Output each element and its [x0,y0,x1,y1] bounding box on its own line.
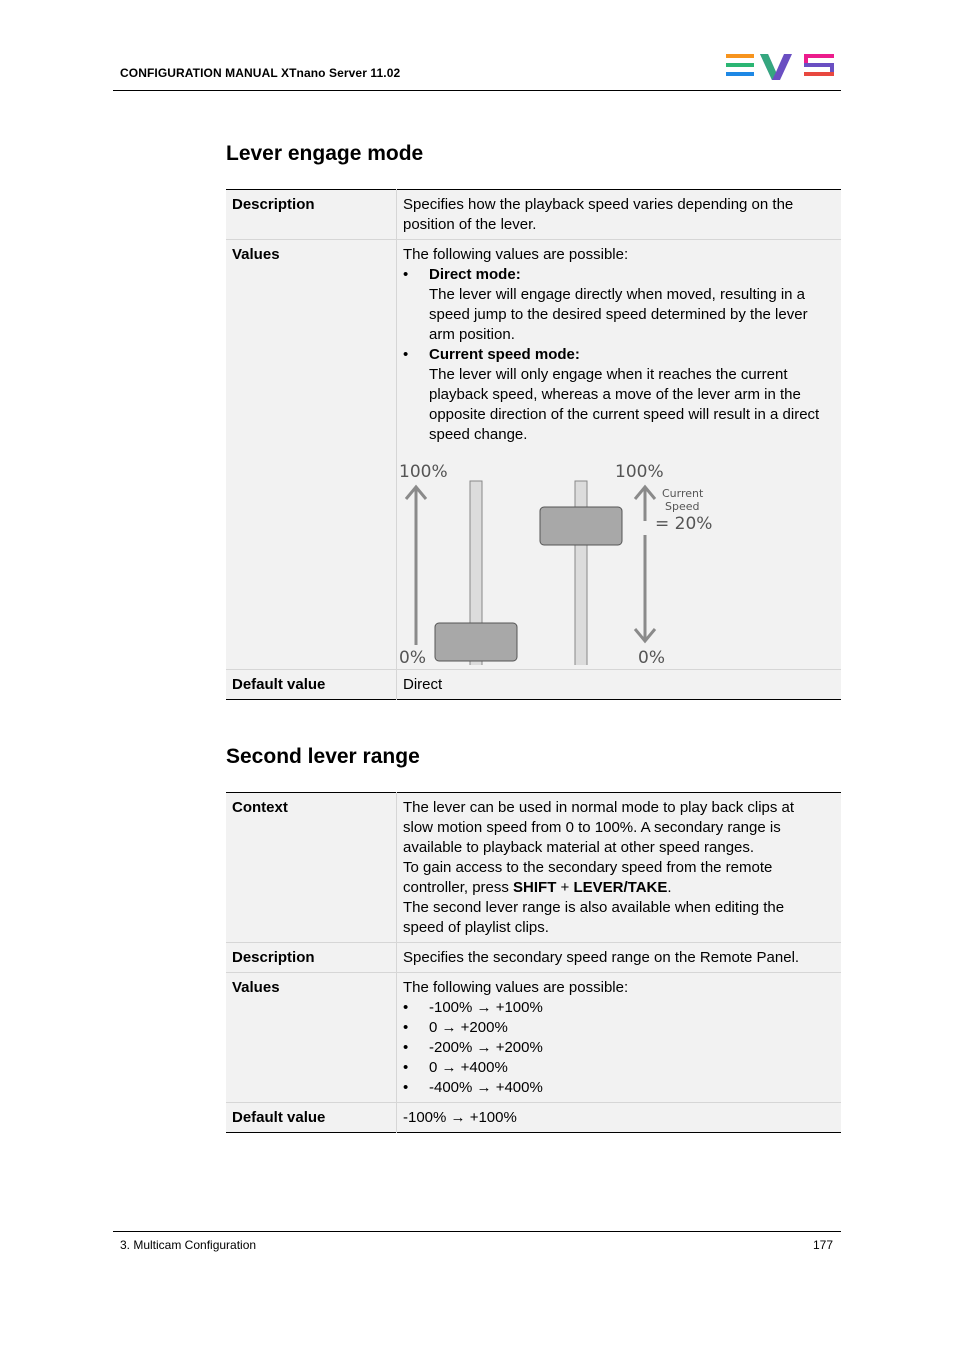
footer-rule [113,1231,841,1232]
context-line: To gain access to the secondary speed from the remote [403,859,773,876]
direct-mode-text: speed jump to the desired speed determined by the lever [429,306,808,323]
section-heading-lever-engage: Lever engage mode [226,142,424,165]
default-value: Direct [397,670,842,700]
default-row [226,1103,841,1133]
default-value: -100% → +100% [397,1103,842,1133]
speed-label: Speed [665,500,700,513]
direct-mode-title: • Direct mode: [429,266,521,283]
current-speed-mode-text: The lever will only engage when it reaches the current [429,366,788,383]
default-row [226,670,841,700]
context-line: The lever can be used in normal mode to play back clips at [403,799,795,816]
description-value: Specifies the secondary speed range on the Remote Panel. [397,943,842,973]
description-row [226,190,841,240]
values-list [403,998,835,1098]
context-line: slow motion speed from 0 to 100%. A secondary range is [403,819,781,836]
lever-take-key-text: LEVER/TAKE [573,879,668,896]
values-intro: The following values are possible: [403,246,629,263]
description-key: Description [226,943,397,973]
list-item: • -200% → +200% [403,1038,835,1058]
description-key: Description [226,190,397,240]
values-key: Values [226,240,397,670]
current-speed-mode-text: playback speed, whereas a move of the lever arm in the [429,386,801,403]
list-item: • 0 → +200% [403,1018,835,1038]
default-key: Default value [226,670,397,700]
values-row [226,973,841,1103]
list-item: • 0 → +400% [403,1058,835,1078]
direct-mode-text: arm position. [429,326,515,343]
left-bottom-label: 0% [399,648,426,665]
right-lever-handle [540,507,622,545]
current-speed-value: = 20% [655,514,713,534]
values-list [403,265,835,445]
lever-diagram [399,457,729,665]
direct-mode-text: The lever will engage directly when moved, resulting in a [429,286,806,303]
left-top-label: 100% [399,462,448,482]
header-title: CONFIGURATION MANUAL XTnano Server 11.02 [120,66,401,80]
context-text: controller, press [403,879,514,896]
list-item-direct-mode [403,265,835,345]
values-intro: The following values are possible: [403,979,629,996]
right-bottom-label: 0% [638,648,665,665]
description-line: Specifies how the playback speed varies depending on the [403,196,794,213]
context-line: The second lever range is also available when editing the [403,899,785,916]
description-line: position of the lever. [403,216,537,233]
right-top-label: 100% [615,462,664,482]
description-value [397,190,842,240]
list-item: • -100% → +100% [403,998,835,1018]
footer-chapter: 3. Multicam Configuration [120,1238,257,1252]
list-item-current-speed-mode [403,345,835,445]
context-line [403,878,835,898]
left-lever-handle [435,623,517,661]
context-key: Context [226,793,397,943]
list-item: • -400% → +400% [403,1078,835,1098]
context-line: available to playback material at other speed ranges. [403,839,755,856]
context-value [397,793,842,943]
lever-engage-table [226,189,841,700]
current-speed-mode-text: speed change. [429,426,528,443]
period-text: . [667,879,672,896]
footer-page-number: 177 [812,1238,833,1252]
context-row [226,793,841,943]
description-row [226,943,841,973]
evs-logo [724,52,836,82]
header-rule [113,90,841,91]
values-key: Values [226,973,397,1103]
context-line: speed of playlist clips. [403,919,549,936]
current-speed-mode-text: opposite direction of the current speed will result in a direct [429,406,820,423]
section-heading-second-lever: Second lever range [226,745,420,768]
values-value [397,240,842,670]
current-speed-mode-title: • Current speed mode: [429,346,580,363]
values-row [226,240,841,670]
shift-key-text: SHIFT [513,879,557,896]
plus-text: + [556,879,574,896]
second-lever-table [226,792,841,1133]
values-value [397,973,842,1103]
default-key: Default value [226,1103,397,1133]
current-label: Current [662,487,704,500]
